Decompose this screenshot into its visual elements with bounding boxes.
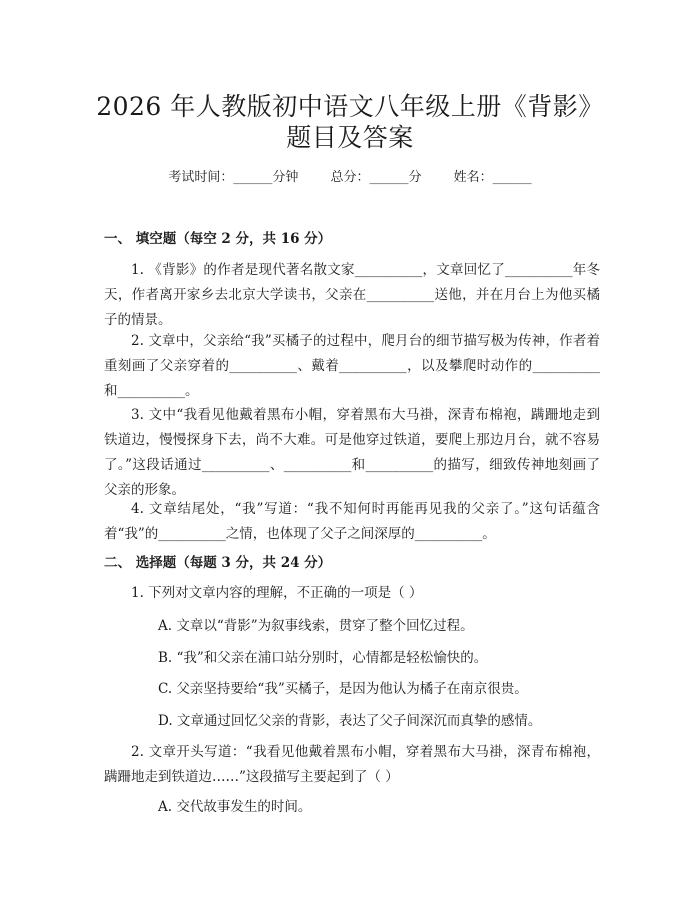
choice-question-1-option-d: D. 文章通过回忆父亲的背影，表达了父子间深沉而真挚的感情。 [158, 713, 542, 729]
student-name: 姓名：______ [453, 170, 532, 185]
total-score: 总分：______分 [330, 170, 422, 185]
fill-blank-question-4: 4. 文章结尾处，“我”写道：“我不知何时再能再见我的父亲了。”这句话蕴含着“我”的__________之情，也体现了父子之间深厚的__________。 [104, 501, 600, 542]
fill-blank-question-3: 3. 文中“我看见他戴着黑布小帽，穿着黑布大马褂，深青布棉袍，蹒跚地走到铁道边，慢慢探身下去，尚不大难。可是他穿过铁道，要爬上那边月台，就不容易了。”这段话通过__________、__________和__________的描写，细致传神地刻画了父亲的形象。 [104, 407, 600, 498]
document-title-line1: 2026 年人教版初中语文八年级上册《背影》 [96, 92, 604, 121]
choice-question-1-option-c: C. 父亲坚持要给“我”买橘子，是因为他认为橘子在南京很贵。 [158, 681, 528, 697]
exam-info [0, 168, 700, 188]
choice-question-1-stem: 1. 下列对文章内容的理解，不正确的一项是（ ） [131, 585, 423, 601]
fill-blank-question-2: 2. 文章中，父亲给“我”买橘子的过程中，爬月台的细节描写极为传神，作者着重刻画了父亲穿着的__________、戴着__________，以及攀爬时动作的__________和__________。 [104, 333, 600, 399]
fill-blank-question-1: 1. 《背影》的作者是现代著名散文家__________，文章回忆了__________年冬天，作者离开家乡去北京大学读书，父亲在__________送他，并在月台上为他买橘子的情景。 [104, 262, 600, 328]
choice-question-1-option-a: A. 文章以“背影”为叙事线索，贯穿了整个回忆过程。 [158, 618, 474, 634]
section-heading-fill-blank: 一、 填空题（每空 2 分，共 16 分） [104, 231, 332, 247]
choice-question-2-option-a: A. 交代故事发生的时间。 [158, 799, 312, 815]
exam-time: 考试时间：______分钟 [168, 170, 299, 185]
choice-question-1-option-b: B. “我”和父亲在浦口站分别时，心情都是轻松愉快的。 [158, 650, 488, 666]
document-title-line2: 题目及答案 [286, 123, 414, 152]
section-heading-choice: 二、 选择题（每题 3 分，共 24 分） [104, 555, 332, 571]
choice-question-2-stem: 2. 文章开头写道：“我看见他戴着黑布小帽，穿着黑布大马褂，深青布棉袍，蹒跚地走到铁道边……”这段描写主要起到了（ ） [104, 744, 600, 785]
